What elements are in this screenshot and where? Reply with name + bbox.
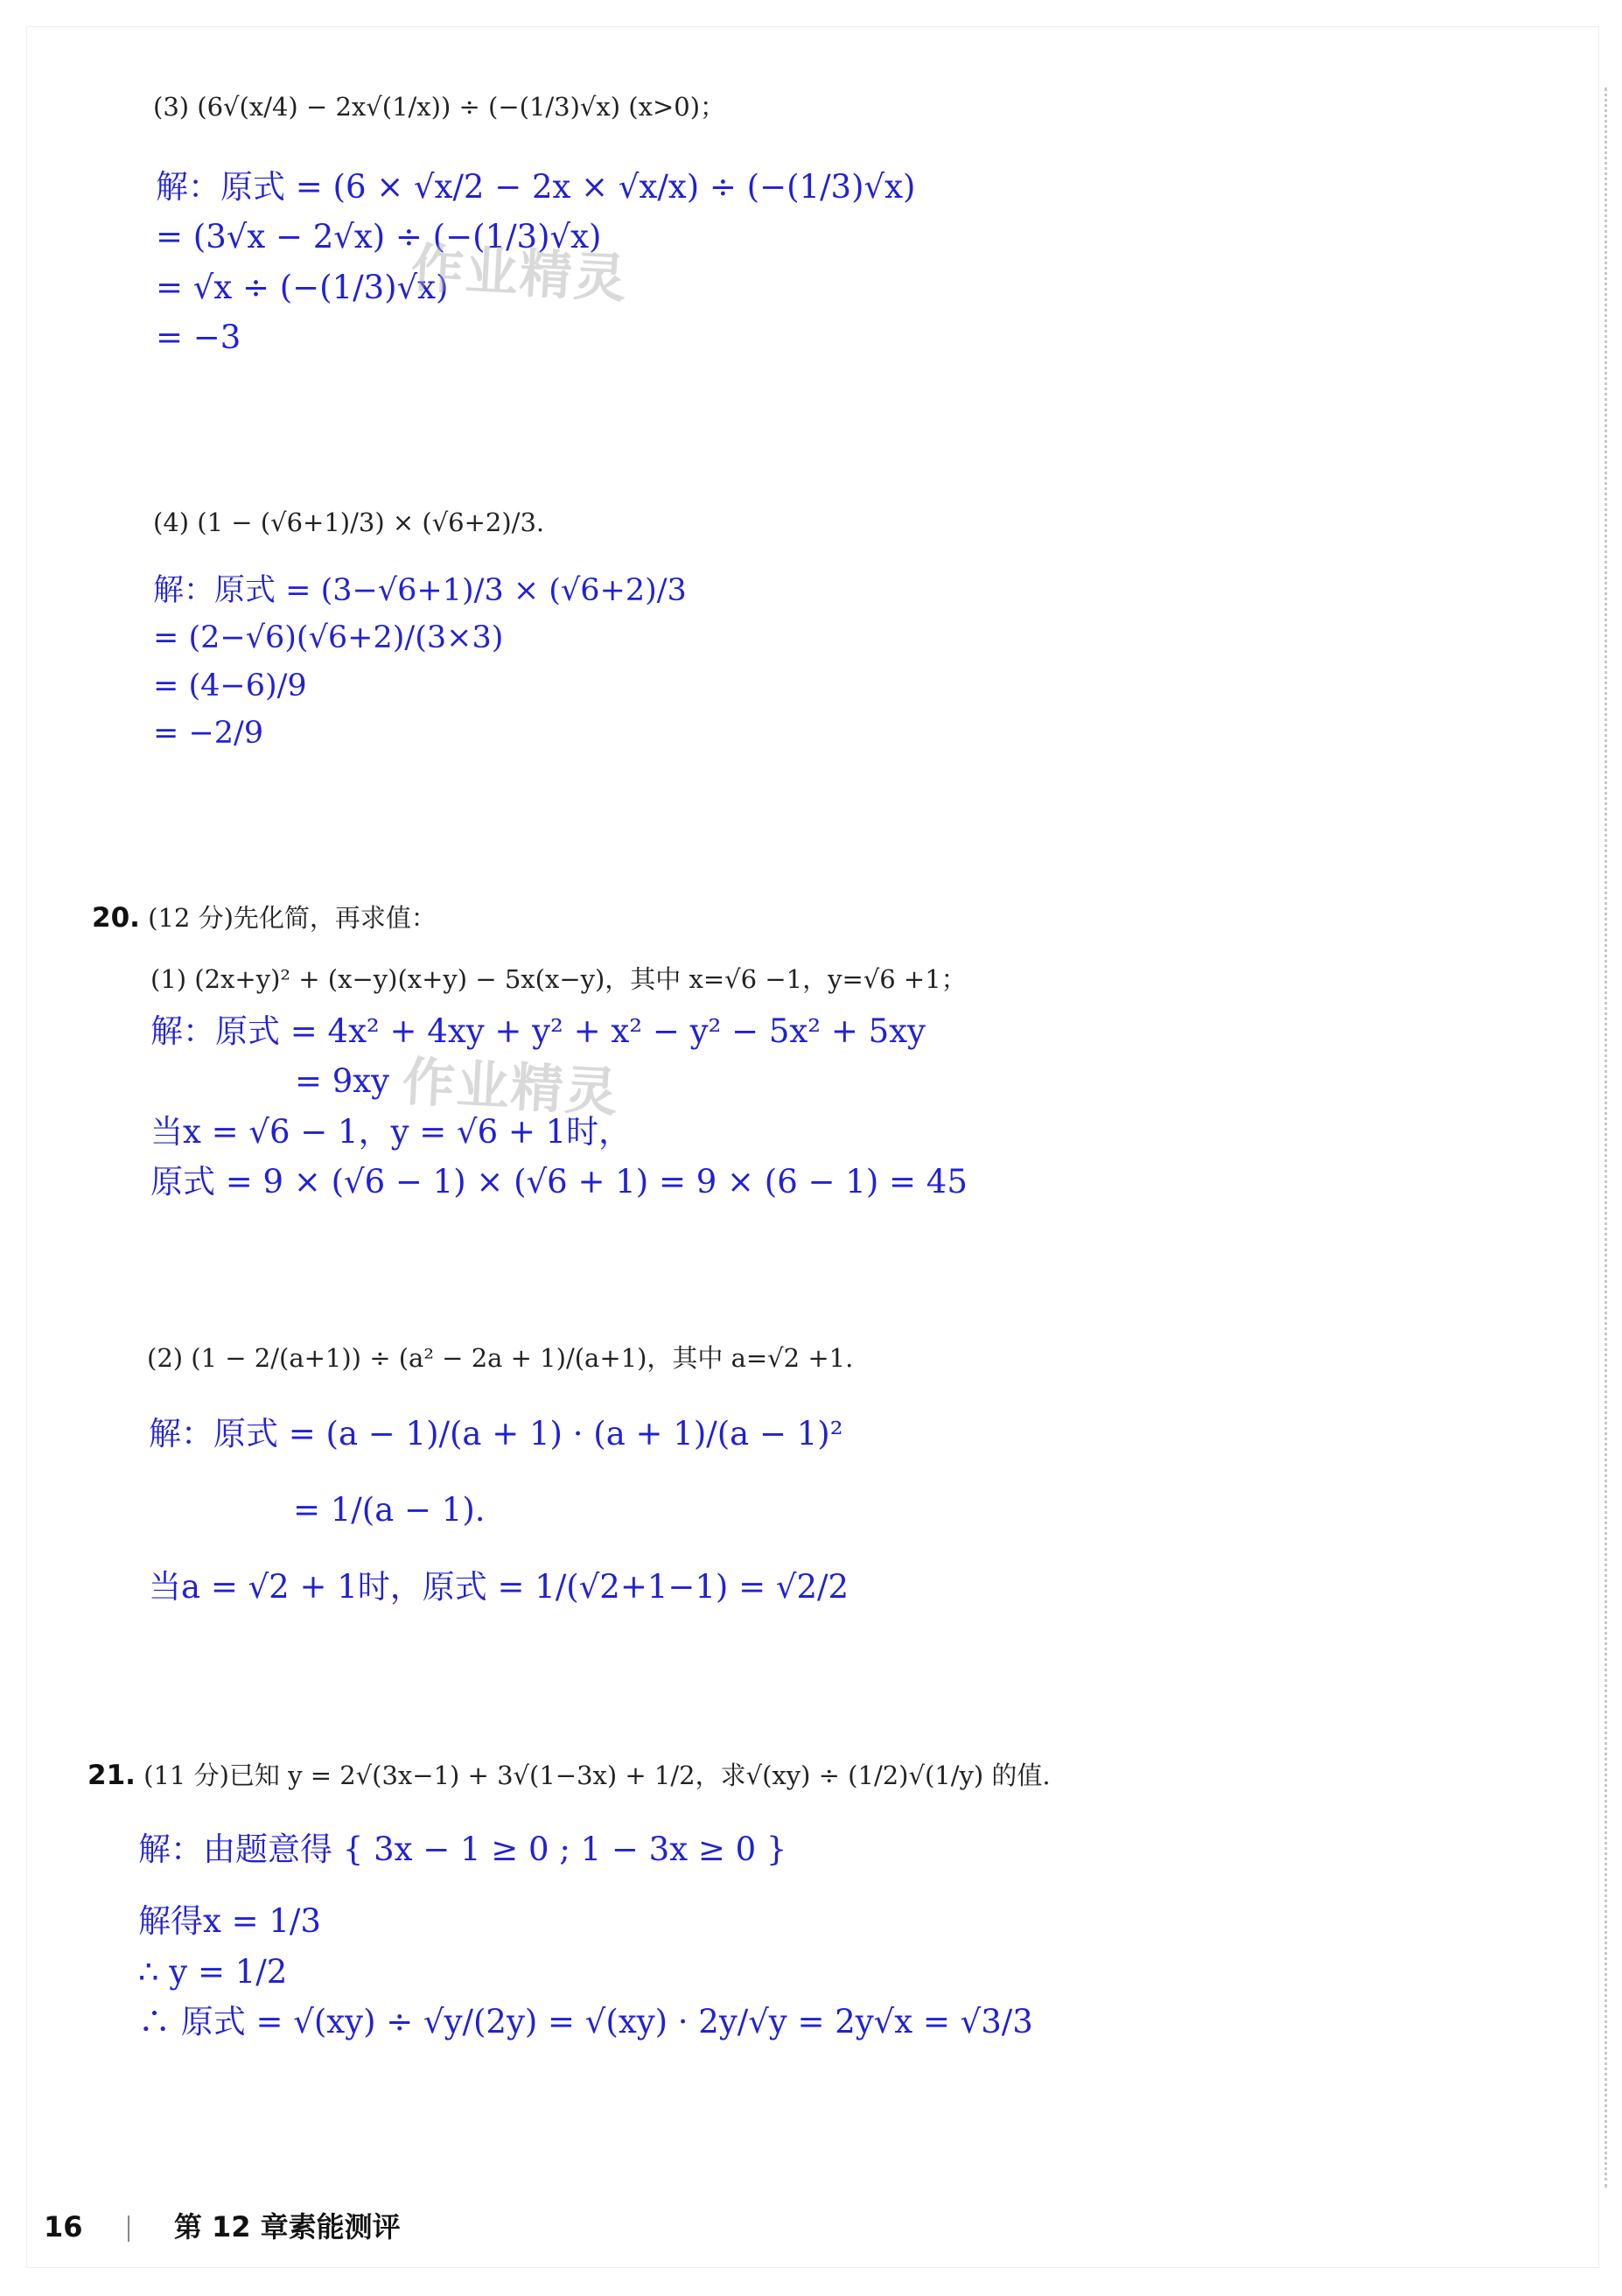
footer-divider [128, 2216, 129, 2242]
solution-line: 当a = √2 + 1时，原式 = 1/(√2+1−1) = √2/2 [149, 1567, 849, 1606]
solution-line: ∴ y = 1/2 [138, 1952, 288, 1991]
problem-21-solution [138, 1824, 1033, 2047]
page-footer [44, 2205, 401, 2245]
solution-line: = √x ÷ (−(1/3)√x) [156, 268, 449, 306]
solution-line: = −2/9 [153, 715, 264, 751]
page-edge-rule [1605, 88, 1607, 2188]
problem-19-4-question: (4) (1 − (√6+1)/3) × (√6+2)/3. [153, 508, 545, 537]
solution-line: = 1/(a − 1). [293, 1491, 486, 1530]
solution-line: = (3√x − 2√x) ÷ (−(1/3)√x) [156, 218, 602, 256]
solution-line: 解：由题意得 { 3x − 1 ≥ 0 ; 1 − 3x ≥ 0 } [138, 1830, 787, 1868]
question-number: 21. [87, 1760, 136, 1791]
solution-line: = (2−√6)(√6+2)/(3×3) [153, 620, 504, 656]
solution-line: 解：原式 = (6 × √x/2 − 2x × √x/x) ÷ (−(1/3)√x) [156, 168, 916, 206]
page-number: 16 [44, 2210, 83, 2244]
solution-line: 解得x = 1/3 [138, 1902, 321, 1941]
solution-line: = 9xy [295, 1062, 390, 1101]
problem-20-1-question: (1) (2x+y)² + (x−y)(x+y) − 5x(x−y)，其中 x=√6 −1，y=√6 +1； [150, 964, 967, 994]
problem-20-header [92, 897, 437, 939]
watermark: 作业精灵 [401, 1051, 621, 1124]
problem-19-4-solution [153, 567, 687, 757]
problem-21-question [87, 1754, 1051, 1796]
question-text: (11 分)已知 y = 2√(3x−1) + 3√(1−3x) + 1/2，求√(xy) ÷ (1/2)√(1/y) 的值. [143, 1760, 1051, 1790]
solution-line: = (4−6)/9 [153, 668, 307, 704]
solution-line: = −3 [156, 318, 241, 357]
solution-line: 当x = √6 − 1，y = √6 + 1时， [150, 1112, 632, 1151]
solution-line: 解：原式 = (a − 1)/(a + 1) · (a + 1)/(a − 1)² [149, 1415, 843, 1452]
watermark: 作业精灵 [409, 237, 630, 311]
chapter-title: 第 12 章素能测评 [173, 2210, 401, 2244]
question-text: (12 分)先化简，再求值： [148, 903, 437, 933]
solution-line: 解：原式 = 4x² + 4xy + y² + x² − y² − 5x² + 5xy [150, 1012, 926, 1050]
question-number: 20. [92, 902, 140, 934]
problem-20-2-question: (2) (1 − 2/(a+1)) ÷ (a² − 2a + 1)/(a+1)，其中 a=√2 +1. [147, 1343, 854, 1373]
problem-19-3-question: (3) (6√(x/4) − 2x√(1/x)) ÷ (−(1/3)√x) (x>0)； [153, 92, 726, 122]
solution-line: 原式 = 9 × (√6 − 1) × (√6 + 1) = 9 × (6 − 1) = 45 [150, 1163, 968, 1201]
solution-line: 解：原式 = (3−√6+1)/3 × (√6+2)/3 [153, 573, 687, 608]
problem-20-2-solution [149, 1409, 849, 1612]
solution-line: ∴ 原式 = √(xy) ÷ √y/(2y) = √(xy) · 2y/√y = 2y√x = √3/3 [138, 2003, 1033, 2041]
